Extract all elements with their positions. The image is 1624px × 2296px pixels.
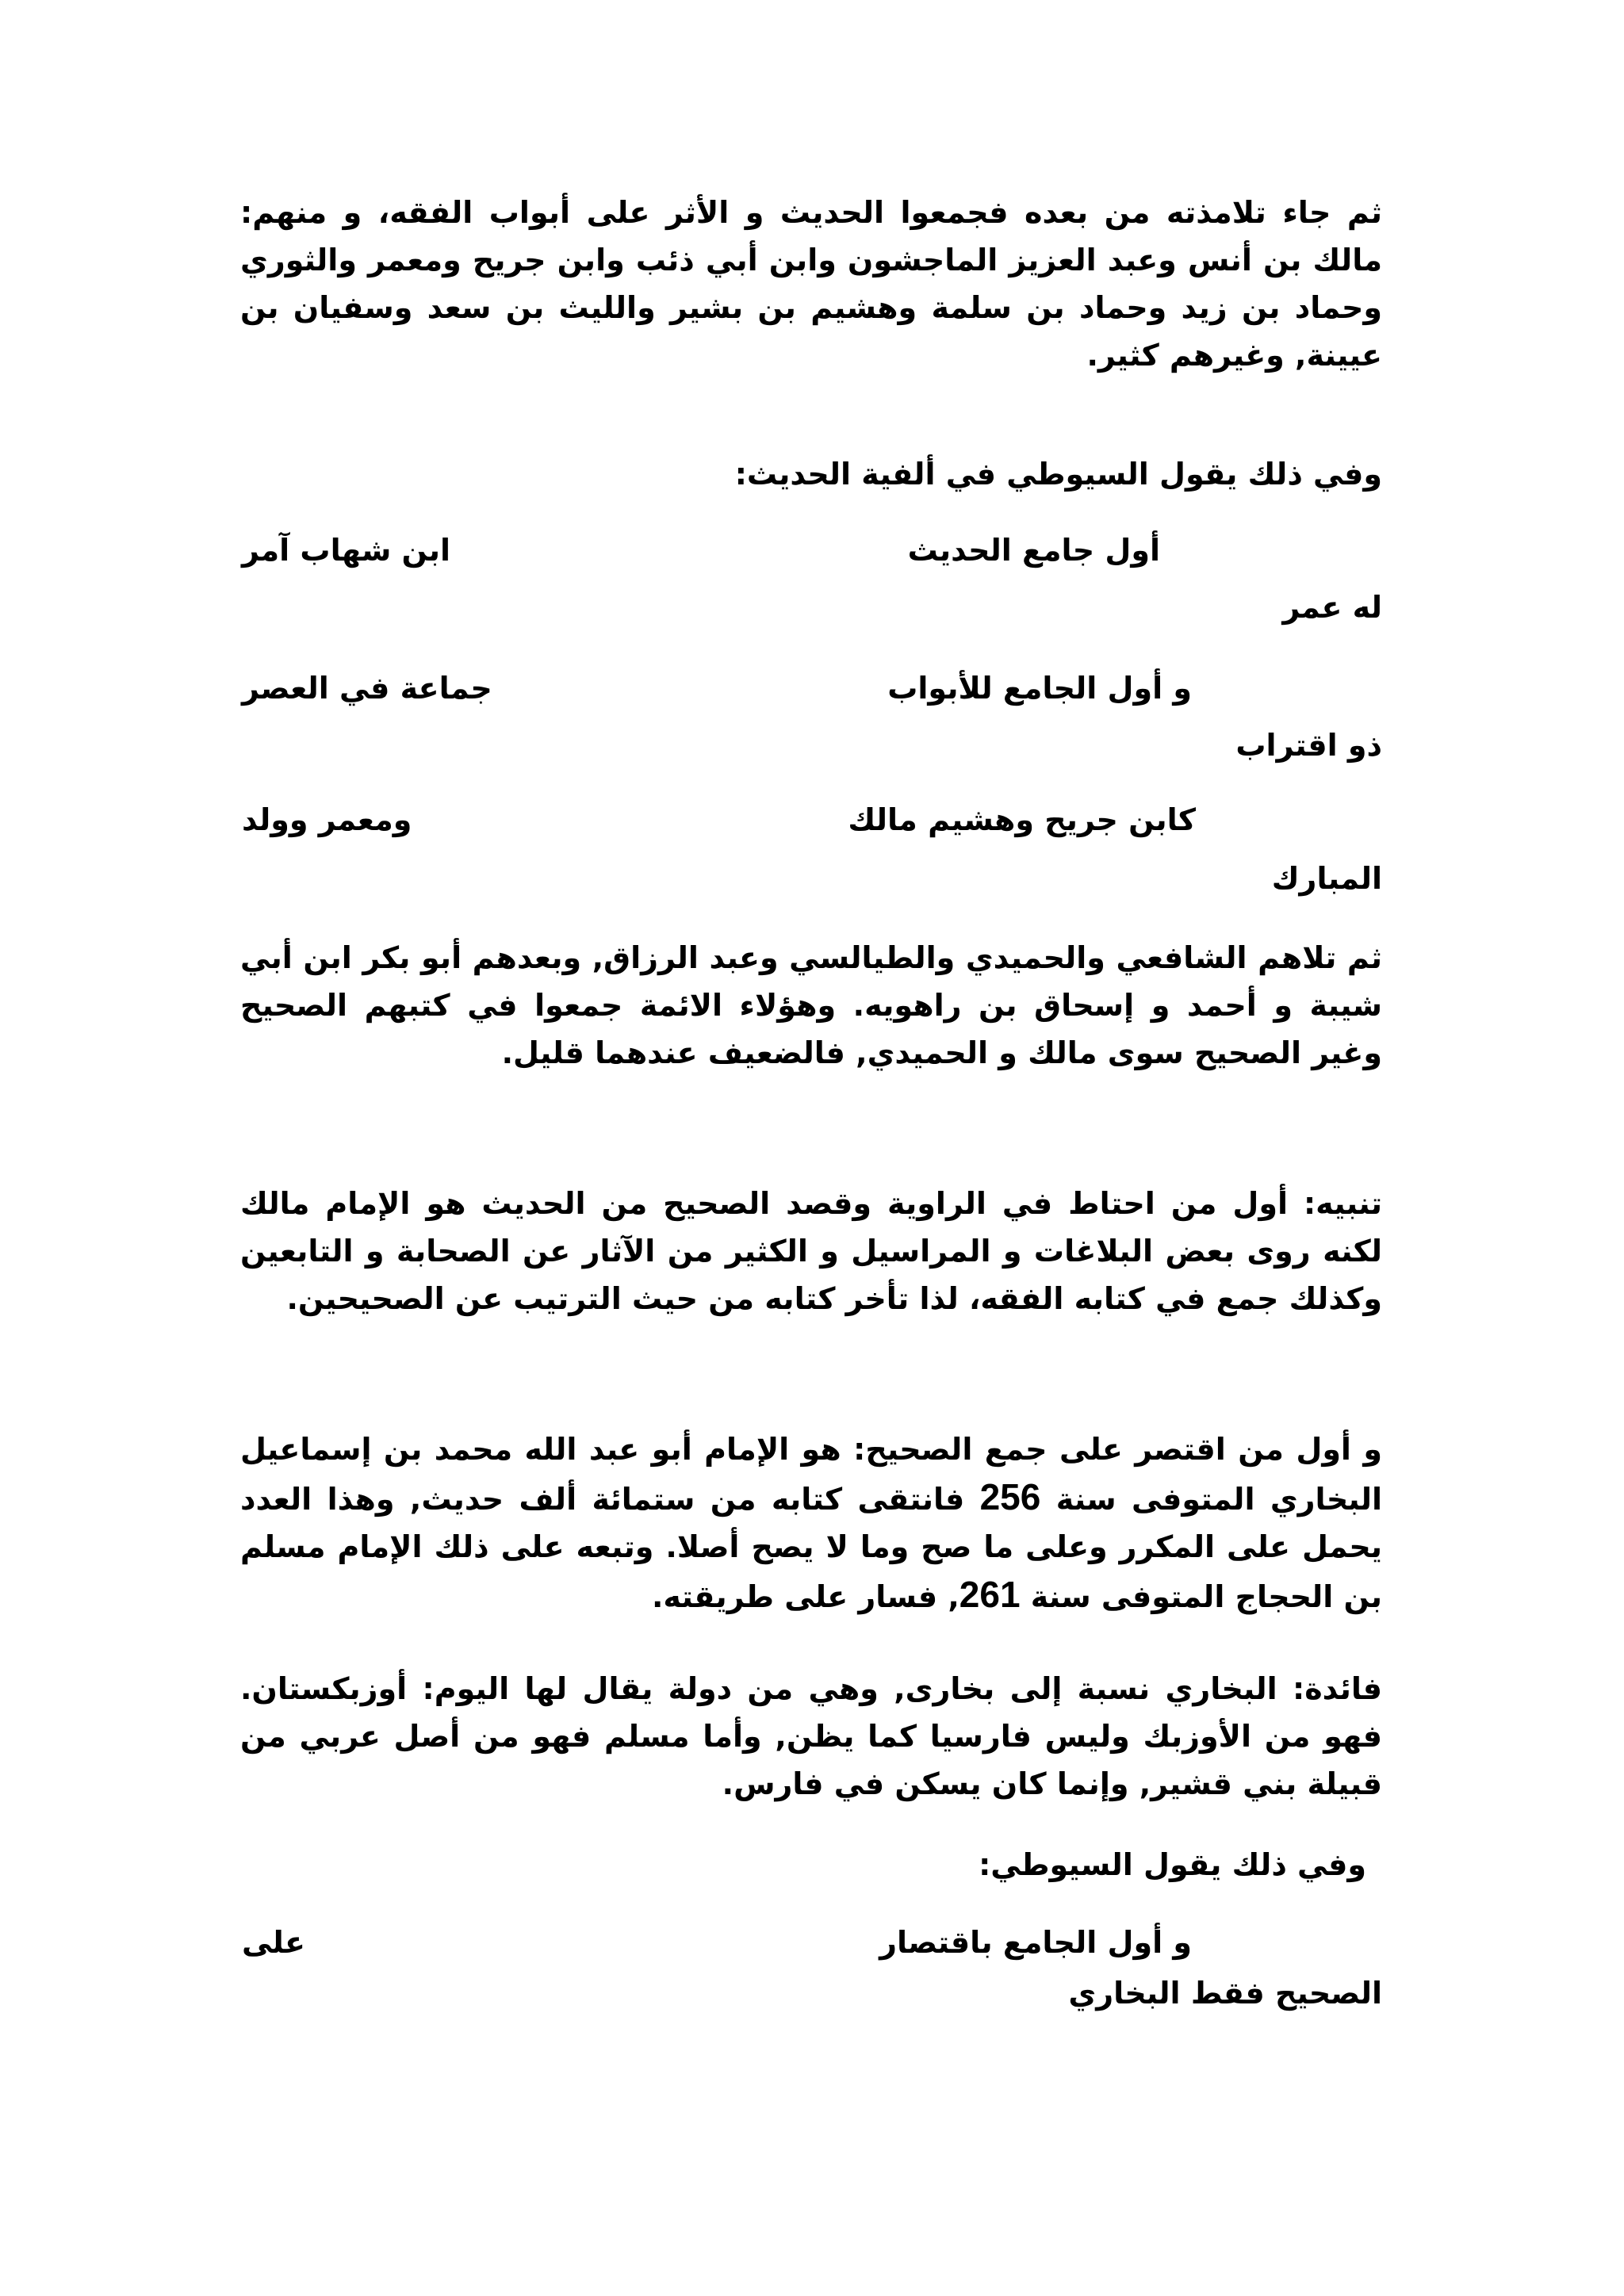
verse-4-first-hemistich: و أول الجامع باقتصار [879,1925,1192,1960]
verse-4-second-hemistich: على [242,1925,305,1960]
year-261: 261 [959,1574,1021,1615]
paragraph-compilers: ثم جاء تلامذته من بعده فجمعوا الحديث و الأثر على أبواب الفقه، و منهم: مالك بن أنس وعبد العزيز الماجشون وابن أبي ذئب وابن جريح ومعمر والثوري وحماد بن زيد وحماد بن سلمة وهشيم بن بشير والليث بن سعد وسفيان بن عيينة, وغيرهم كثير. [240,195,1382,373]
paragraph-benefit: فائدة: البخاري نسبة إلى بخارى, وهي من دولة يقال لها اليوم: أوزبكستان. فهو من الأوزبك وليس فارسيا كما يظن, وأما مسلم فهو من أصل عربي من قبيلة بني قشير, وإنما كان يسكن في فارس. [240,1671,1382,1801]
verse-3-first-hemistich: كابن جريح وهشيم مالك [848,802,1196,837]
verse-2-second-hemistich: جماعة في العصر [242,671,492,706]
verse-3-second-hemistich: ومعمر وولد [242,802,412,837]
verse-2-first-hemistich: و أول الجامع للأبواب [887,671,1192,706]
verse-3-wrap: المبارك [1271,861,1382,896]
paragraph-successors: ثم تلاهم الشافعي والحميدي والطيالسي وعبد الرزاق, وبعدهم أبو بكر ابن أبي شيبة و أحمد و إسحاق بن راهويه. وهؤلاء الائمة جمعوا في كتبهم الصحيح وغير الصحيح سوى مالك و الحميدي, فالضعيف عندهما قليل. [240,940,1382,1070]
verse-1-first-hemistich: أول جامع الحديث [907,533,1160,568]
verse-1-wrap: له عمر [1282,590,1382,625]
paragraph-suyuti-intro: وفي ذلك يقول السيوطي في ألفية الحديث: [734,457,1382,492]
verse-1-second-hemistich: ابن شهاب آمر [242,533,451,568]
paragraph-note: تنبيه: أول من احتاط في الراوية وقصد الصحيح من الحديث هو الإمام مالك لكنه روى بعض البلاغات و المراسيل و الكثير من الآثار عن الصحابة و التابعين وكذلك جمع في كتابه الفقه، لذا تأخر كتابه من حيث الترتيب عن الصحيحين. [240,1186,1382,1316]
verse-4-wrap: الصحيح فقط البخاري [1068,1976,1382,2011]
year-256: 256 [979,1476,1041,1517]
paragraph-suyuti-intro-2: وفي ذلك يقول السيوطي: [979,1847,1366,1882]
paragraph-bukhari: و أول من اقتصر على جمع الصحيح: هو الإمام أبو عبد الله محمد بن إسماعيل البخاري المتوفى سنة 256 فانتقى كتابه من ستمائة ألف حديث, وهذا العدد يحمل على المكرر وعلى ما صح وما لا يصح أصلا. وتبعه على ذلك الإمام مسلم بن الحجاج المتوفى سنة 261, فسار على طريقته. [240,1432,1383,1615]
verse-2-wrap: ذو اقتراب [1235,728,1382,763]
